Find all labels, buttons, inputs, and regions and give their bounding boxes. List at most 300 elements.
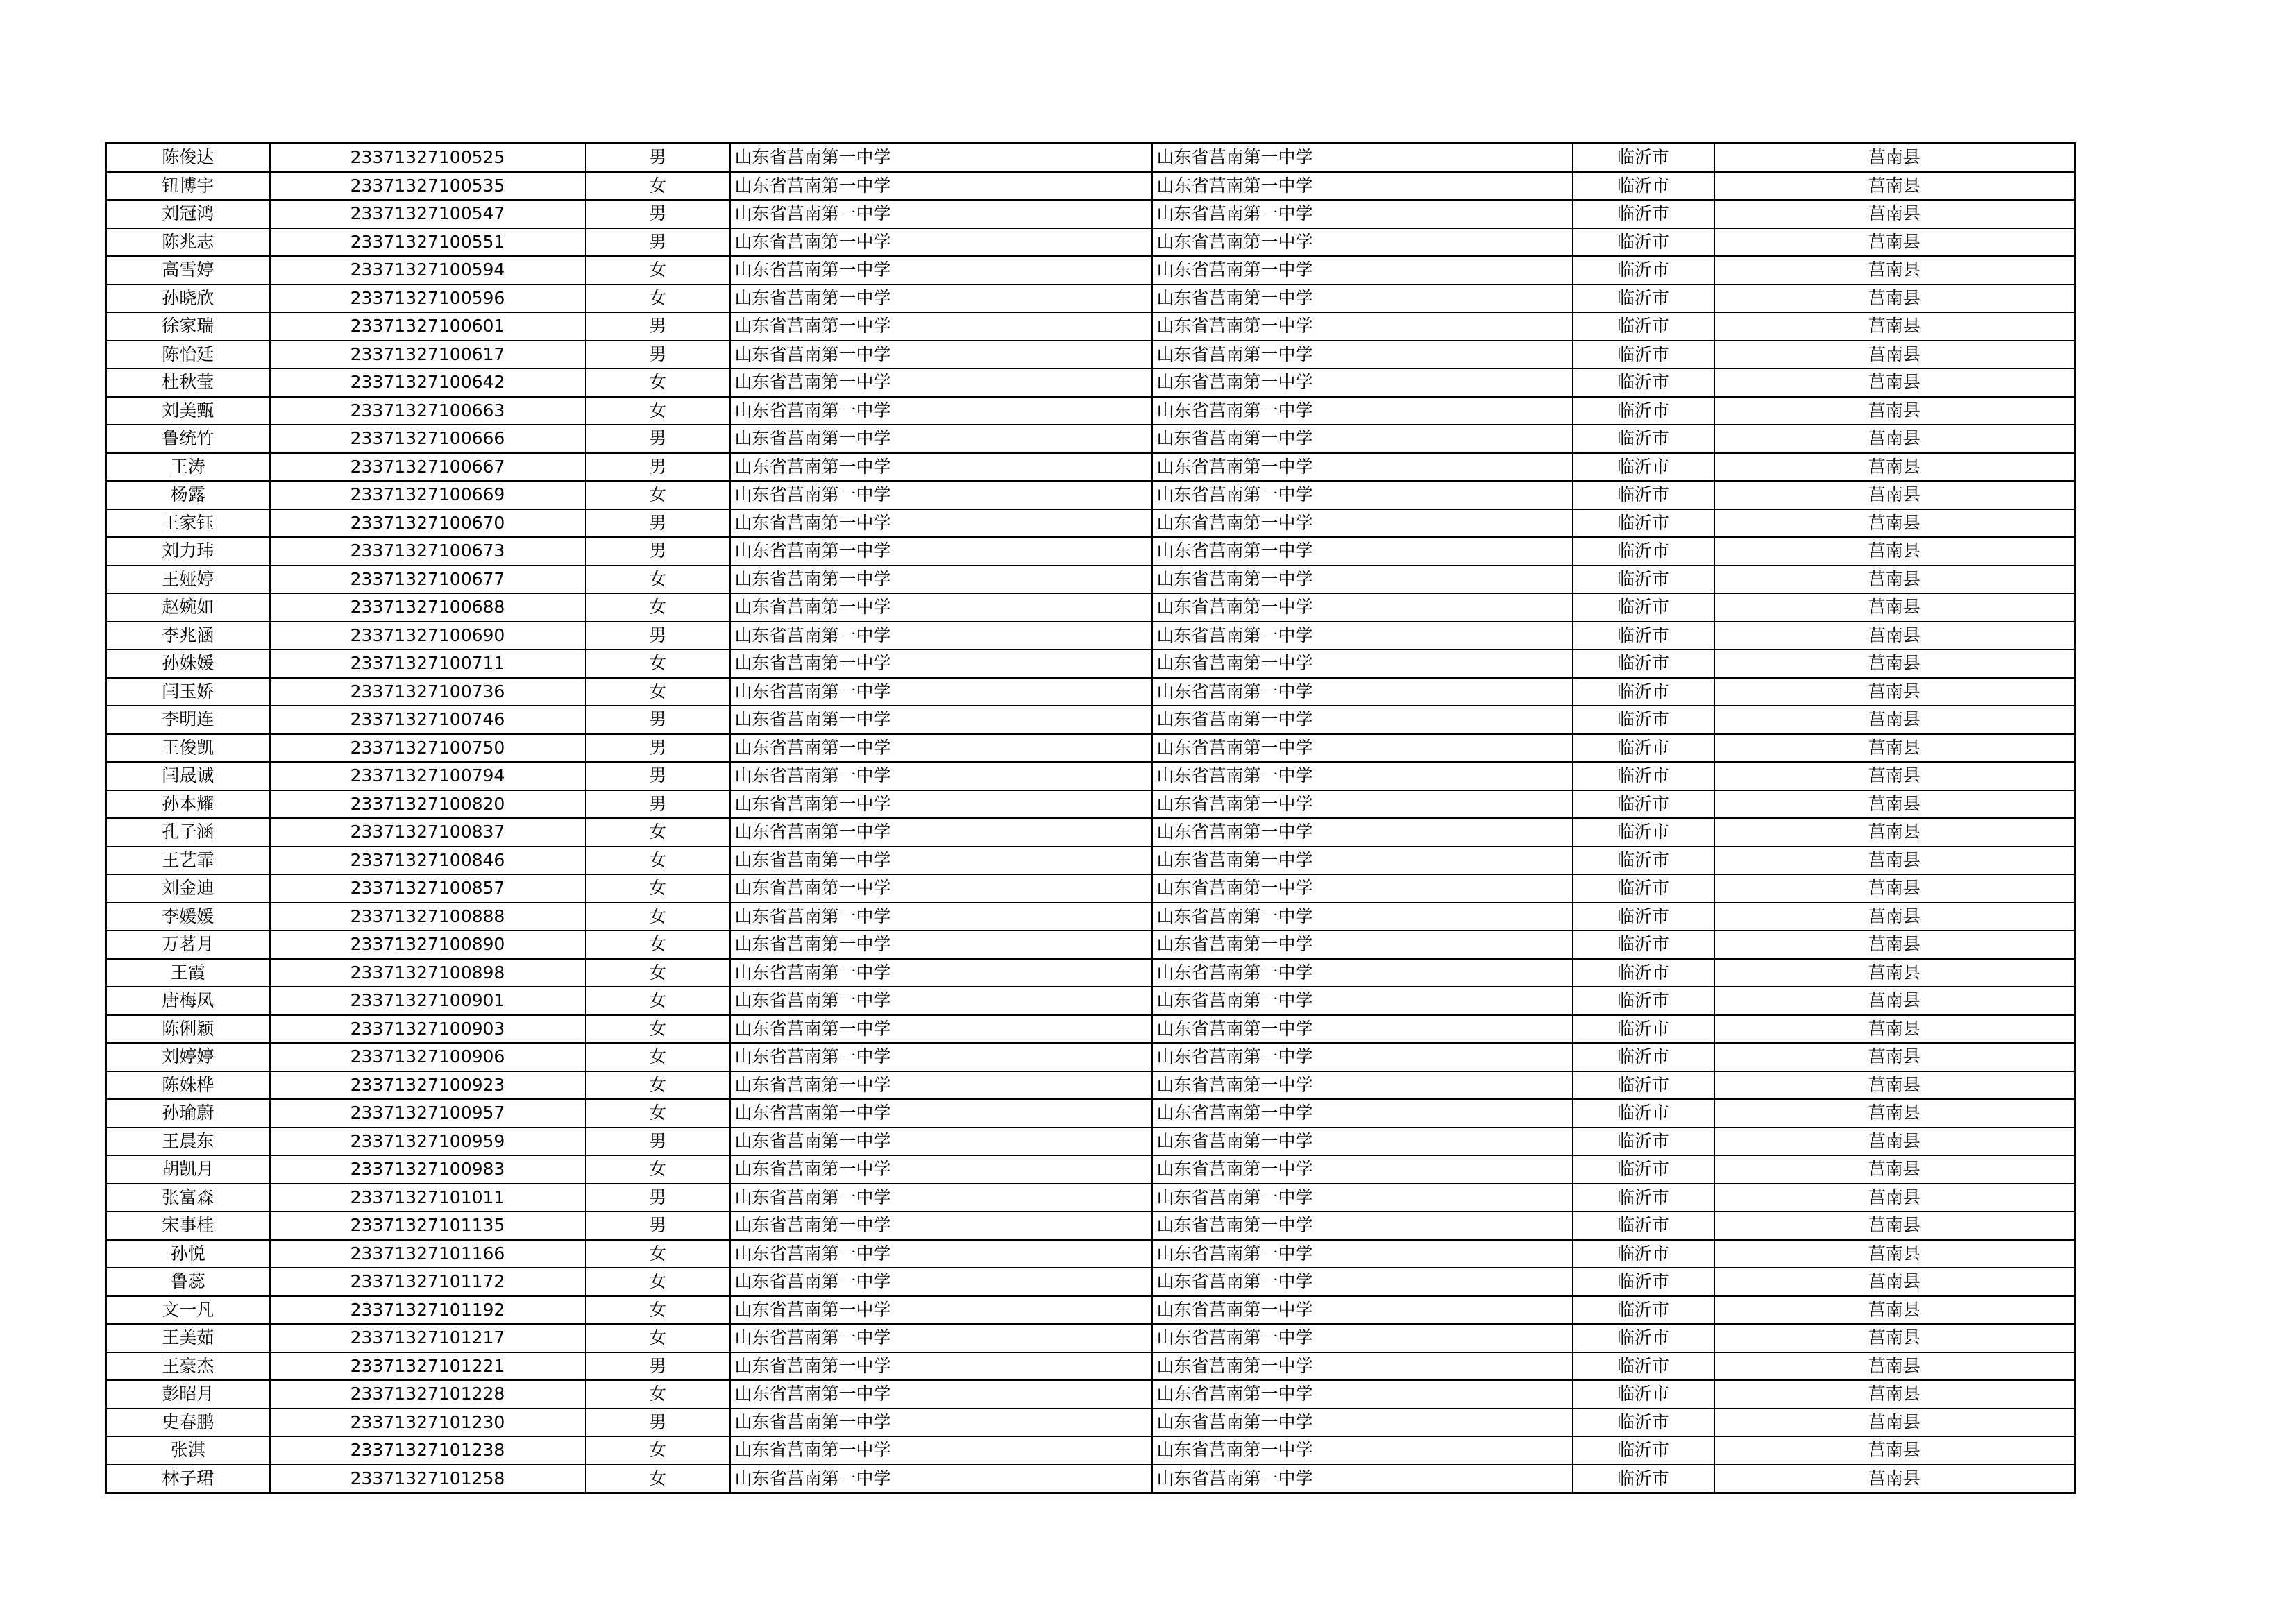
- gender-cell: 女: [586, 959, 730, 987]
- student-name-cell: 刘美甄: [106, 397, 270, 425]
- exam-id-cell: 23371327100711: [270, 649, 586, 678]
- exam-site-cell: 山东省莒南第一中学: [1152, 734, 1573, 763]
- exam-id-cell: 23371327100794: [270, 762, 586, 790]
- county-cell: 莒南县: [1714, 734, 2075, 763]
- exam-id-cell: 23371327100890: [270, 931, 586, 959]
- gender-cell: 男: [586, 1212, 730, 1240]
- exam-site-cell: 山东省莒南第一中学: [1152, 368, 1573, 397]
- county-cell: 莒南县: [1714, 874, 2075, 903]
- county-cell: 莒南县: [1714, 228, 2075, 257]
- city-cell: 临沂市: [1573, 706, 1714, 734]
- school-name-cell: 山东省莒南第一中学: [730, 1099, 1152, 1128]
- exam-id-cell: 23371327100846: [270, 847, 586, 875]
- exam-id-cell: 23371327100667: [270, 453, 586, 482]
- gender-cell: 男: [586, 453, 730, 482]
- student-name-cell: 彭昭月: [106, 1380, 270, 1409]
- exam-site-cell: 山东省莒南第一中学: [1152, 649, 1573, 678]
- exam-site-cell: 山东省莒南第一中学: [1152, 312, 1573, 341]
- city-cell: 临沂市: [1573, 509, 1714, 538]
- city-cell: 临沂市: [1573, 903, 1714, 931]
- city-cell: 临沂市: [1573, 762, 1714, 790]
- exam-id-cell: 23371327100750: [270, 734, 586, 763]
- exam-site-cell: 山东省莒南第一中学: [1152, 1015, 1573, 1044]
- gender-cell: 女: [586, 1465, 730, 1493]
- table-row: [106, 1380, 2075, 1409]
- gender-cell: 女: [586, 903, 730, 931]
- table-row: [106, 368, 2075, 397]
- table-row: [106, 1324, 2075, 1352]
- gender-cell: 女: [586, 397, 730, 425]
- student-name-cell: 唐梅凤: [106, 987, 270, 1015]
- gender-cell: 女: [586, 818, 730, 847]
- student-name-cell: 陈俊达: [106, 144, 270, 172]
- city-cell: 临沂市: [1573, 1240, 1714, 1268]
- city-cell: 临沂市: [1573, 1128, 1714, 1156]
- roster-body: [106, 144, 2075, 1493]
- school-name-cell: 山东省莒南第一中学: [730, 931, 1152, 959]
- exam-id-cell: 23371327100670: [270, 509, 586, 538]
- exam-id-cell: 23371327101166: [270, 1240, 586, 1268]
- exam-site-cell: 山东省莒南第一中学: [1152, 341, 1573, 369]
- county-cell: 莒南县: [1714, 1184, 2075, 1212]
- school-name-cell: 山东省莒南第一中学: [730, 200, 1152, 228]
- gender-cell: 女: [586, 368, 730, 397]
- school-name-cell: 山东省莒南第一中学: [730, 172, 1152, 201]
- county-cell: 莒南县: [1714, 144, 2075, 172]
- exam-site-cell: 山东省莒南第一中学: [1152, 172, 1573, 201]
- student-name-cell: 王俊凯: [106, 734, 270, 763]
- exam-id-cell: 23371327100888: [270, 903, 586, 931]
- city-cell: 临沂市: [1573, 1465, 1714, 1493]
- gender-cell: 男: [586, 790, 730, 819]
- school-name-cell: 山东省莒南第一中学: [730, 1240, 1152, 1268]
- student-name-cell: 刘冠鸿: [106, 200, 270, 228]
- student-name-cell: 李媛媛: [106, 903, 270, 931]
- table-row: [106, 1268, 2075, 1296]
- table-row: [106, 284, 2075, 313]
- gender-cell: 女: [586, 256, 730, 284]
- gender-cell: 女: [586, 1240, 730, 1268]
- county-cell: 莒南县: [1714, 453, 2075, 482]
- city-cell: 临沂市: [1573, 818, 1714, 847]
- gender-cell: 女: [586, 1015, 730, 1044]
- table-row: [106, 593, 2075, 622]
- exam-site-cell: 山东省莒南第一中学: [1152, 1184, 1573, 1212]
- school-name-cell: 山东省莒南第一中学: [730, 284, 1152, 313]
- gender-cell: 男: [586, 1128, 730, 1156]
- exam-site-cell: 山东省莒南第一中学: [1152, 200, 1573, 228]
- exam-site-cell: 山东省莒南第一中学: [1152, 256, 1573, 284]
- student-name-cell: 徐家瑞: [106, 312, 270, 341]
- table-row: [106, 1043, 2075, 1071]
- exam-id-cell: 23371327100525: [270, 144, 586, 172]
- school-name-cell: 山东省莒南第一中学: [730, 1465, 1152, 1493]
- county-cell: 莒南县: [1714, 312, 2075, 341]
- exam-site-cell: 山东省莒南第一中学: [1152, 1240, 1573, 1268]
- student-name-cell: 王娅婷: [106, 566, 270, 594]
- gender-cell: 男: [586, 537, 730, 566]
- exam-site-cell: 山东省莒南第一中学: [1152, 1043, 1573, 1071]
- student-name-cell: 王霞: [106, 959, 270, 987]
- table-row: [106, 1296, 2075, 1325]
- school-name-cell: 山东省莒南第一中学: [730, 1212, 1152, 1240]
- city-cell: 临沂市: [1573, 228, 1714, 257]
- gender-cell: 男: [586, 622, 730, 650]
- table-row: [106, 1071, 2075, 1100]
- exam-id-cell: 23371327100677: [270, 566, 586, 594]
- exam-site-cell: 山东省莒南第一中学: [1152, 509, 1573, 538]
- school-name-cell: 山东省莒南第一中学: [730, 368, 1152, 397]
- city-cell: 临沂市: [1573, 649, 1714, 678]
- county-cell: 莒南县: [1714, 1436, 2075, 1465]
- student-name-cell: 鲁蕊: [106, 1268, 270, 1296]
- county-cell: 莒南县: [1714, 762, 2075, 790]
- table-row: [106, 425, 2075, 453]
- exam-site-cell: 山东省莒南第一中学: [1152, 144, 1573, 172]
- exam-id-cell: 23371327100617: [270, 341, 586, 369]
- exam-id-cell: 23371327100596: [270, 284, 586, 313]
- table-row: [106, 1465, 2075, 1493]
- exam-site-cell: 山东省莒南第一中学: [1152, 1436, 1573, 1465]
- table-row: [106, 537, 2075, 566]
- gender-cell: 女: [586, 1071, 730, 1100]
- gender-cell: 女: [586, 593, 730, 622]
- city-cell: 临沂市: [1573, 1268, 1714, 1296]
- gender-cell: 女: [586, 1296, 730, 1325]
- exam-id-cell: 23371327101238: [270, 1436, 586, 1465]
- exam-id-cell: 23371327100923: [270, 1071, 586, 1100]
- city-cell: 临沂市: [1573, 1352, 1714, 1381]
- county-cell: 莒南县: [1714, 481, 2075, 509]
- school-name-cell: 山东省莒南第一中学: [730, 228, 1152, 257]
- school-name-cell: 山东省莒南第一中学: [730, 1184, 1152, 1212]
- table-row: [106, 200, 2075, 228]
- county-cell: 莒南县: [1714, 1071, 2075, 1100]
- exam-site-cell: 山东省莒南第一中学: [1152, 1071, 1573, 1100]
- school-name-cell: 山东省莒南第一中学: [730, 509, 1152, 538]
- gender-cell: 女: [586, 1043, 730, 1071]
- student-name-cell: 刘金迪: [106, 874, 270, 903]
- student-name-cell: 鲁统竹: [106, 425, 270, 453]
- student-name-cell: 刘力玮: [106, 537, 270, 566]
- exam-site-cell: 山东省莒南第一中学: [1152, 678, 1573, 706]
- exam-id-cell: 23371327100551: [270, 228, 586, 257]
- city-cell: 临沂市: [1573, 312, 1714, 341]
- student-name-cell: 杜秋莹: [106, 368, 270, 397]
- gender-cell: 女: [586, 678, 730, 706]
- student-name-cell: 林子珺: [106, 1465, 270, 1493]
- student-name-cell: 闫玉娇: [106, 678, 270, 706]
- county-cell: 莒南县: [1714, 790, 2075, 819]
- student-name-cell: 孔子涵: [106, 818, 270, 847]
- gender-cell: 男: [586, 1409, 730, 1437]
- exam-id-cell: 23371327101011: [270, 1184, 586, 1212]
- school-name-cell: 山东省莒南第一中学: [730, 312, 1152, 341]
- exam-id-cell: 23371327100688: [270, 593, 586, 622]
- exam-site-cell: 山东省莒南第一中学: [1152, 397, 1573, 425]
- table-row: [106, 649, 2075, 678]
- county-cell: 莒南县: [1714, 256, 2075, 284]
- exam-id-cell: 23371327101258: [270, 1465, 586, 1493]
- exam-site-cell: 山东省莒南第一中学: [1152, 1352, 1573, 1381]
- county-cell: 莒南县: [1714, 1240, 2075, 1268]
- student-name-cell: 陈兆志: [106, 228, 270, 257]
- table-row: [106, 228, 2075, 257]
- school-name-cell: 山东省莒南第一中学: [730, 762, 1152, 790]
- city-cell: 临沂市: [1573, 734, 1714, 763]
- exam-id-cell: 23371327100642: [270, 368, 586, 397]
- city-cell: 临沂市: [1573, 847, 1714, 875]
- student-name-cell: 宋事桂: [106, 1212, 270, 1240]
- student-name-cell: 王家钰: [106, 509, 270, 538]
- county-cell: 莒南县: [1714, 1043, 2075, 1071]
- table-row: [106, 1128, 2075, 1156]
- gender-cell: 女: [586, 649, 730, 678]
- student-name-cell: 史春鹏: [106, 1409, 270, 1437]
- exam-id-cell: 23371327100857: [270, 874, 586, 903]
- table-row: [106, 566, 2075, 594]
- school-name-cell: 山东省莒南第一中学: [730, 678, 1152, 706]
- school-name-cell: 山东省莒南第一中学: [730, 144, 1152, 172]
- county-cell: 莒南县: [1714, 1099, 2075, 1128]
- gender-cell: 女: [586, 987, 730, 1015]
- exam-site-cell: 山东省莒南第一中学: [1152, 931, 1573, 959]
- table-row: [106, 790, 2075, 819]
- gender-cell: 女: [586, 1324, 730, 1352]
- exam-id-cell: 23371327100535: [270, 172, 586, 201]
- city-cell: 临沂市: [1573, 1071, 1714, 1100]
- school-name-cell: 山东省莒南第一中学: [730, 537, 1152, 566]
- exam-id-cell: 23371327100959: [270, 1128, 586, 1156]
- exam-id-cell: 23371327100663: [270, 397, 586, 425]
- student-roster-table: [105, 142, 2076, 1494]
- student-name-cell: 杨露: [106, 481, 270, 509]
- county-cell: 莒南县: [1714, 200, 2075, 228]
- school-name-cell: 山东省莒南第一中学: [730, 790, 1152, 819]
- exam-site-cell: 山东省莒南第一中学: [1152, 1099, 1573, 1128]
- exam-id-cell: 23371327100983: [270, 1155, 586, 1184]
- school-name-cell: 山东省莒南第一中学: [730, 1436, 1152, 1465]
- county-cell: 莒南县: [1714, 425, 2075, 453]
- student-name-cell: 张淇: [106, 1436, 270, 1465]
- student-name-cell: 孙悦: [106, 1240, 270, 1268]
- exam-id-cell: 23371327101135: [270, 1212, 586, 1240]
- school-name-cell: 山东省莒南第一中学: [730, 903, 1152, 931]
- exam-id-cell: 23371327100547: [270, 200, 586, 228]
- school-name-cell: 山东省莒南第一中学: [730, 1071, 1152, 1100]
- gender-cell: 男: [586, 200, 730, 228]
- city-cell: 临沂市: [1573, 341, 1714, 369]
- school-name-cell: 山东省莒南第一中学: [730, 1352, 1152, 1381]
- table-row: [106, 847, 2075, 875]
- school-name-cell: 山东省莒南第一中学: [730, 1128, 1152, 1156]
- exam-site-cell: 山东省莒南第一中学: [1152, 481, 1573, 509]
- exam-id-cell: 23371327101221: [270, 1352, 586, 1381]
- table-row: [106, 987, 2075, 1015]
- city-cell: 临沂市: [1573, 1184, 1714, 1212]
- student-name-cell: 李明连: [106, 706, 270, 734]
- school-name-cell: 山东省莒南第一中学: [730, 847, 1152, 875]
- table-row: [106, 706, 2075, 734]
- city-cell: 临沂市: [1573, 368, 1714, 397]
- county-cell: 莒南县: [1714, 678, 2075, 706]
- gender-cell: 女: [586, 481, 730, 509]
- county-cell: 莒南县: [1714, 537, 2075, 566]
- school-name-cell: 山东省莒南第一中学: [730, 622, 1152, 650]
- exam-site-cell: 山东省莒南第一中学: [1152, 537, 1573, 566]
- exam-id-cell: 23371327101172: [270, 1268, 586, 1296]
- city-cell: 临沂市: [1573, 172, 1714, 201]
- city-cell: 临沂市: [1573, 200, 1714, 228]
- exam-site-cell: 山东省莒南第一中学: [1152, 818, 1573, 847]
- exam-site-cell: 山东省莒南第一中学: [1152, 706, 1573, 734]
- county-cell: 莒南县: [1714, 1352, 2075, 1381]
- exam-site-cell: 山东省莒南第一中学: [1152, 847, 1573, 875]
- exam-id-cell: 23371327100673: [270, 537, 586, 566]
- county-cell: 莒南县: [1714, 1155, 2075, 1184]
- student-name-cell: 陈俐颖: [106, 1015, 270, 1044]
- county-cell: 莒南县: [1714, 847, 2075, 875]
- exam-site-cell: 山东省莒南第一中学: [1152, 593, 1573, 622]
- exam-site-cell: 山东省莒南第一中学: [1152, 566, 1573, 594]
- table-row: [106, 453, 2075, 482]
- exam-id-cell: 23371327100906: [270, 1043, 586, 1071]
- exam-id-cell: 23371327101230: [270, 1409, 586, 1437]
- student-name-cell: 孙姝媛: [106, 649, 270, 678]
- school-name-cell: 山东省莒南第一中学: [730, 453, 1152, 482]
- city-cell: 临沂市: [1573, 1380, 1714, 1409]
- county-cell: 莒南县: [1714, 1380, 2075, 1409]
- school-name-cell: 山东省莒南第一中学: [730, 1268, 1152, 1296]
- city-cell: 临沂市: [1573, 987, 1714, 1015]
- city-cell: 临沂市: [1573, 537, 1714, 566]
- city-cell: 临沂市: [1573, 874, 1714, 903]
- city-cell: 临沂市: [1573, 397, 1714, 425]
- city-cell: 临沂市: [1573, 1155, 1714, 1184]
- table-row: [106, 622, 2075, 650]
- school-name-cell: 山东省莒南第一中学: [730, 566, 1152, 594]
- table-row: [106, 1436, 2075, 1465]
- gender-cell: 男: [586, 144, 730, 172]
- city-cell: 临沂市: [1573, 284, 1714, 313]
- table-row: [106, 1015, 2075, 1044]
- gender-cell: 男: [586, 762, 730, 790]
- county-cell: 莒南县: [1714, 172, 2075, 201]
- school-name-cell: 山东省莒南第一中学: [730, 1043, 1152, 1071]
- gender-cell: 女: [586, 1436, 730, 1465]
- school-name-cell: 山东省莒南第一中学: [730, 425, 1152, 453]
- exam-id-cell: 23371327100901: [270, 987, 586, 1015]
- table-row: [106, 1409, 2075, 1437]
- gender-cell: 男: [586, 509, 730, 538]
- table-row: [106, 172, 2075, 201]
- city-cell: 临沂市: [1573, 959, 1714, 987]
- school-name-cell: 山东省莒南第一中学: [730, 1155, 1152, 1184]
- student-name-cell: 王晨东: [106, 1128, 270, 1156]
- gender-cell: 男: [586, 425, 730, 453]
- county-cell: 莒南县: [1714, 509, 2075, 538]
- exam-site-cell: 山东省莒南第一中学: [1152, 874, 1573, 903]
- exam-id-cell: 23371327100898: [270, 959, 586, 987]
- county-cell: 莒南县: [1714, 818, 2075, 847]
- exam-site-cell: 山东省莒南第一中学: [1152, 1324, 1573, 1352]
- student-name-cell: 闫晟诚: [106, 762, 270, 790]
- gender-cell: 女: [586, 566, 730, 594]
- exam-site-cell: 山东省莒南第一中学: [1152, 1128, 1573, 1156]
- gender-cell: 男: [586, 228, 730, 257]
- exam-id-cell: 23371327101217: [270, 1324, 586, 1352]
- exam-site-cell: 山东省莒南第一中学: [1152, 1155, 1573, 1184]
- city-cell: 临沂市: [1573, 622, 1714, 650]
- table-row: [106, 481, 2075, 509]
- exam-id-cell: 23371327100820: [270, 790, 586, 819]
- school-name-cell: 山东省莒南第一中学: [730, 397, 1152, 425]
- table-row: [106, 312, 2075, 341]
- table-row: [106, 1155, 2075, 1184]
- county-cell: 莒南县: [1714, 1324, 2075, 1352]
- exam-site-cell: 山东省莒南第一中学: [1152, 622, 1573, 650]
- table-row: [106, 341, 2075, 369]
- exam-id-cell: 23371327101192: [270, 1296, 586, 1325]
- city-cell: 临沂市: [1573, 1043, 1714, 1071]
- table-row: [106, 1352, 2075, 1381]
- table-row: [106, 397, 2075, 425]
- table-row: [106, 959, 2075, 987]
- student-name-cell: 钮博宇: [106, 172, 270, 201]
- county-cell: 莒南县: [1714, 649, 2075, 678]
- table-row: [106, 931, 2075, 959]
- table-row: [106, 509, 2075, 538]
- school-name-cell: 山东省莒南第一中学: [730, 734, 1152, 763]
- exam-site-cell: 山东省莒南第一中学: [1152, 228, 1573, 257]
- exam-site-cell: 山东省莒南第一中学: [1152, 1268, 1573, 1296]
- gender-cell: 女: [586, 172, 730, 201]
- exam-site-cell: 山东省莒南第一中学: [1152, 987, 1573, 1015]
- student-name-cell: 陈姝桦: [106, 1071, 270, 1100]
- city-cell: 临沂市: [1573, 1212, 1714, 1240]
- student-name-cell: 胡凯月: [106, 1155, 270, 1184]
- city-cell: 临沂市: [1573, 1015, 1714, 1044]
- city-cell: 临沂市: [1573, 256, 1714, 284]
- exam-id-cell: 23371327100837: [270, 818, 586, 847]
- table-row: [106, 256, 2075, 284]
- county-cell: 莒南县: [1714, 1212, 2075, 1240]
- exam-site-cell: 山东省莒南第一中学: [1152, 1380, 1573, 1409]
- gender-cell: 女: [586, 874, 730, 903]
- exam-site-cell: 山东省莒南第一中学: [1152, 284, 1573, 313]
- exam-id-cell: 23371327100601: [270, 312, 586, 341]
- county-cell: 莒南县: [1714, 368, 2075, 397]
- gender-cell: 男: [586, 1184, 730, 1212]
- county-cell: 莒南县: [1714, 987, 2075, 1015]
- student-name-cell: 孙瑜蔚: [106, 1099, 270, 1128]
- county-cell: 莒南县: [1714, 566, 2075, 594]
- table-row: [106, 678, 2075, 706]
- exam-site-cell: 山东省莒南第一中学: [1152, 762, 1573, 790]
- exam-site-cell: 山东省莒南第一中学: [1152, 903, 1573, 931]
- city-cell: 临沂市: [1573, 1324, 1714, 1352]
- school-name-cell: 山东省莒南第一中学: [730, 481, 1152, 509]
- exam-site-cell: 山东省莒南第一中学: [1152, 1296, 1573, 1325]
- student-name-cell: 张富森: [106, 1184, 270, 1212]
- city-cell: 临沂市: [1573, 678, 1714, 706]
- school-name-cell: 山东省莒南第一中学: [730, 1380, 1152, 1409]
- school-name-cell: 山东省莒南第一中学: [730, 649, 1152, 678]
- school-name-cell: 山东省莒南第一中学: [730, 1324, 1152, 1352]
- county-cell: 莒南县: [1714, 1296, 2075, 1325]
- student-name-cell: 赵婉如: [106, 593, 270, 622]
- student-name-cell: 孙晓欣: [106, 284, 270, 313]
